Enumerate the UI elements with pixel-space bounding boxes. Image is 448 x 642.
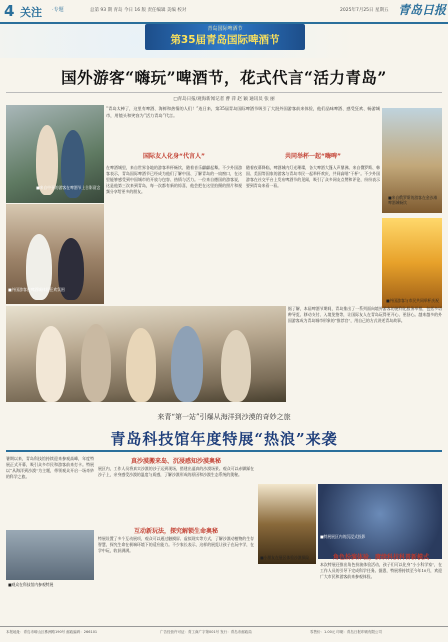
article1-byline: □青岛日报/观海新闻记者 曹 萍 赵 颖 通讯员 张 丽 <box>173 97 275 102</box>
article2-column: 暑期以来，青岛科技馆持续迎来参观高峰，年度特展正式开幕，吸引众多市民和游客前来打卡。特展以“从海洋到沙漠”为主题，带领观众开启一场奇妙的科学之旅。 <box>6 456 94 480</box>
subheading: 国际友人化身“代言人” <box>143 153 205 160</box>
newspaper-logo: 青岛日报 <box>398 3 447 17</box>
subheading: 真沙漠搬来岛、沉浸感知沙漠奥秘 <box>130 458 221 465</box>
subheading: 共同举杯一起“嗨啤” <box>285 153 341 160</box>
article1-column: 在啤酒城里，来自世界各地的游客举杯畅饮，随着音乐翩翩起舞。不少外国游客表示，青岛国际啤酒节已经成为他们了解中国、了解青岛的一扇窗口，在这里能够感受到中国城市的开放与包容、热情与活力。一位来自德国的游客说，这是他第三次来到青岛，每一次都有新的惊喜，他会把在这里拍摄的照片和视频分享给更多的朋友。 <box>106 165 242 195</box>
divider <box>6 450 442 452</box>
festival-banner-small: 青岛国际啤酒节 <box>207 26 243 32</box>
divider <box>6 92 442 93</box>
subheading: 角色扮演体验，赓续科技科普新模式 <box>332 554 429 561</box>
photo-museum-visitors <box>6 530 94 580</box>
photo-crowd-street <box>6 306 286 402</box>
subheading: 互动新玩法，探究解锁生命奥秘 <box>133 528 218 535</box>
article1-column: 据了解，本届啤酒节期间，青岛推出了一系列面向境外游客的便利化服务举措，包括多语种导览、移动支付、入境免签等，让国际友人在青岛玩得更开心、更舒心。越来越多的外国游客成为青岛城市形象的“推荐官”，用自己的方式讲述青岛故事。 <box>288 306 442 324</box>
photo-caption: ■观众在科技馆内参观特展 <box>8 582 54 587</box>
article2-headline: 青岛科技馆年度特展“热浪”来袭 <box>110 430 338 448</box>
photo-exhibit-projection <box>318 484 442 559</box>
article1-lead: “青岛太棒了，这里有啤酒、海鲜和热情的人们！”连日来，第35届青岛国际啤酒节吸引了大批外国游客前来体验，他们品味啤酒、感受狂欢、畅游城市，用镜头和笑容为“活力青岛”代言。 <box>106 106 380 118</box>
masthead-info: 总第 93 期 青岛 今日 16 版 责任编辑 美编 校对 <box>90 8 187 13</box>
photo-caption: ■来自中亚的游客在啤酒节上合影留念 <box>36 185 101 190</box>
article2-column: 本次特展还推出角色扮演体验活动，孩子们可以化身“小小科学家”，在工作人员的引导下完成科学任务。据悉，特展将持续至今年10月，欢迎广大市民和游客前来参观体验。 <box>320 562 442 580</box>
section-name: 关注 <box>20 6 42 19</box>
photo-caption: ■外国游客在啤酒城体验狂欢氛围 <box>8 287 65 292</box>
photo-caption: ■特展展区内的沉浸式投影 <box>320 534 366 539</box>
footer <box>0 626 448 642</box>
photo-child-desert <box>258 484 316 564</box>
article2-kicker: 来青“第一站”引爆从海洋到沙漠的奇妙之旅 <box>157 413 291 421</box>
photo-caption: ■外国游客与市民共同举杯庆祝 <box>386 298 439 303</box>
footer-address: 本报地址：青岛市崂山区株洲路190号 邮政编码：266101 <box>6 630 98 634</box>
photo-caption: ■来自俄罗斯的游客在金沙滩啤酒城畅饮 <box>388 195 438 206</box>
article1-column: 随着夜幕降临，啤酒城内灯光璀璨，各大啤酒大篷人声鼎沸。来自俄罗斯、韩国、美国等国家的游客与青岛市民一起举杯欢庆，共同高唱“干杯”。不少外国游客在社交平台上发布啤酒节的见闻，吸引了众多网友点赞和评论，纷纷表示要到青岛来看一看。 <box>246 165 380 189</box>
article1-headline: 国外游客“嗨玩”啤酒节，花式代言“活力青岛” <box>61 68 387 87</box>
photo-caption: ■小朋友在展区体验沙漠探险 <box>260 555 310 560</box>
festival-banner-title: 第35届青岛国际啤酒节 <box>170 34 280 46</box>
section-sub: ·专题 <box>52 7 64 13</box>
article2-column: 展区内，工作人员将真实沙漠的沙子运到现场，搭建出逼真的沙漠场景。观众可以赤脚踩在沙子上，亲身感受沙漠的温度与质感，了解沙漠形成的原因和沙漠生态系统的奥秘。 <box>98 466 254 478</box>
footer-license: 广告经营许可证：青工商广字第001号 发行：青岛市邮政局 <box>160 630 252 634</box>
masthead-date: 2025年7月25日 星期五 <box>340 8 389 13</box>
article2-column: 特展设置了多个互动展项，观众可以通过触摸屏、虚拟现实等方式，了解沙漠动植物的生存智慧，探究生命在极端环境下的适应能力。不少家长表示，这样的展览让孩子在玩中学，在学中玩，收获满满。 <box>98 536 254 554</box>
photo-beer-glasses <box>382 218 442 308</box>
footer-print: 零售价：1.00元 印刷：青岛日报印刷有限公司 <box>310 630 382 634</box>
section-number: 4 <box>4 2 15 20</box>
